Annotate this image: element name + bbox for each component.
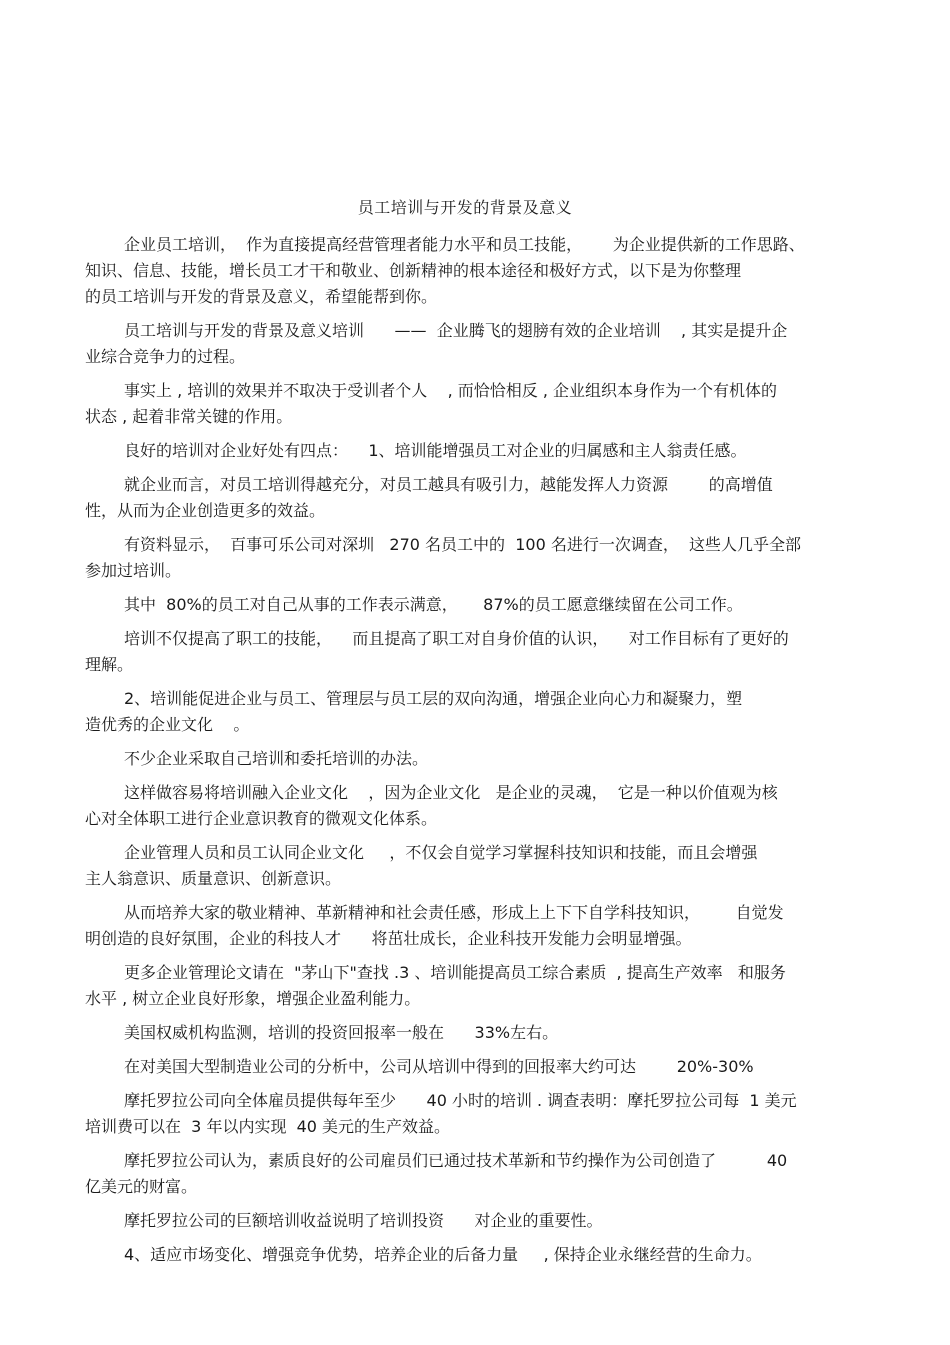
paragraph-line: 业综合竞争力的过程。 — [85, 347, 246, 366]
paragraph-line: 理解。 — [85, 655, 134, 674]
paragraph — [85, 960, 860, 1012]
paragraph-line: 水平 , 树立企业良好形象，增强企业盈利能力。 — [85, 989, 421, 1008]
paragraph-line: 美国权威机构监测，培训的投资回报率一般在 33%左右。 — [124, 1023, 559, 1042]
paragraph — [85, 1020, 860, 1046]
paragraph — [85, 318, 860, 370]
paragraph-line: 良好的培训对企业好处有四点： 1、培训能增强员工对企业的归属感和主人翁责任感。 — [124, 441, 747, 460]
paragraph-line: 培训不仅提高了职工的技能， 而且提高了职工对自身价值的认识， 对工作目标有了更好的 — [124, 629, 789, 648]
document-body — [85, 232, 860, 1268]
paragraph-line: 有资料显示， 百事可乐公司对深圳 270 名员工中的 100 名进行一次调查， 这些人几乎全部 — [124, 535, 802, 554]
paragraph-line: 亿美元的财富。 — [85, 1177, 198, 1196]
paragraph-line: 明创造的良好氛围，企业的科技人才 将茁壮成长，企业科技开发能力会明显增强。 — [85, 929, 692, 948]
paragraph-line: 主人翁意识、质量意识、创新意识。 — [85, 869, 342, 888]
paragraph-line: 企业管理人员和员工认同企业文化 ，不仅会自觉学习掌握科技知识和技能，而且会增强 — [124, 843, 758, 862]
paragraph — [85, 746, 860, 772]
paragraph-line: 参加过培训。 — [85, 561, 182, 580]
paragraph — [85, 232, 860, 310]
paragraph-line: 的员工培训与开发的背景及意义，希望能帮到你。 — [85, 287, 438, 306]
paragraph — [85, 592, 860, 618]
paragraph-line: 摩托罗拉公司认为，素质良好的公司雇员们已通过技术革新和节约操作为公司创造了 40 — [124, 1151, 788, 1170]
paragraph-line: 性，从而为企业创造更多的效益。 — [85, 501, 326, 520]
paragraph-line: 培训费可以在 3 年以内实现 40 美元的生产效益。 — [85, 1117, 451, 1136]
paragraph — [85, 626, 860, 678]
paragraph — [85, 1148, 860, 1200]
paragraph-line: 摩托罗拉公司的巨额培训收益说明了培训投资 对企业的重要性。 — [124, 1211, 603, 1230]
paragraph — [85, 532, 860, 584]
paragraph — [85, 378, 860, 430]
paragraph-line: 就企业而言，对员工培训得越充分，对员工越具有吸引力，越能发挥人力资源 的高增值 — [124, 475, 773, 494]
paragraph-line: 造优秀的企业文化 。 — [85, 715, 250, 734]
paragraph — [85, 840, 860, 892]
paragraph — [85, 686, 860, 738]
paragraph — [85, 780, 860, 832]
paragraph — [85, 1208, 860, 1234]
paragraph-line: 4、适应市场变化、增强竞争优势，培养企业的后备力量 , 保持企业永继经营的生命力。 — [124, 1245, 762, 1264]
paragraph-line: 企业员工培训， 作为直接提高经营管理者能力水平和员工技能， 为企业提供新的工作思路、 — [124, 235, 805, 254]
paragraph-line: 在对美国大型制造业公司的分析中，公司从培训中得到的回报率大约可达 20%-30% — [124, 1057, 754, 1076]
paragraph-line: 摩托罗拉公司向全体雇员提供每年至少 40 小时的培训 . 调查表明：摩托罗拉公司每 1 美元 — [124, 1091, 797, 1110]
paragraph-line: 知识、信息、技能，增长员工才干和敬业、创新精神的根本途径和极好方式，以下是为你整理 — [85, 261, 742, 280]
paragraph-line: 从而培养大家的敬业精神、革新精神和社会责任感，形成上上下下自学科技知识， 自觉发 — [124, 903, 784, 922]
paragraph — [85, 1054, 860, 1080]
paragraph-line: 其中 80%的员工对自己从事的工作表示满意， 87%的员工愿意继续留在公司工作。 — [124, 595, 743, 614]
paragraph — [85, 438, 860, 464]
document-title: 员工培训与开发的背景及意义 — [357, 198, 573, 217]
paragraph-line: 心对全体职工进行企业意识教育的微观文化体系。 — [85, 809, 438, 828]
paragraph-line: 不少企业采取自己培训和委托培训的办法。 — [124, 749, 429, 768]
paragraph — [85, 1088, 860, 1140]
paragraph — [85, 900, 860, 952]
paragraph-line: 2、培训能促进企业与员工、管理层与员工层的双向沟通，增强企业向心力和凝聚力，塑 — [124, 689, 743, 708]
paragraph — [85, 472, 860, 524]
paragraph-line: 这样做容易将培训融入企业文化 ，因为企业文化 是企业的灵魂， 它是一种以价值观为核 — [124, 783, 778, 802]
paragraph-line: 更多企业管理论文请在 "茅山下"查找 .3 、培训能提高员工综合素质 , 提高生产效率 和服务 — [124, 963, 786, 982]
paragraph-line: 员工培训与开发的背景及意义培训 —— 企业腾飞的翅膀有效的企业培训 , 其实是提升企 — [124, 321, 788, 340]
paragraph — [85, 1242, 860, 1268]
paragraph-line: 事实上 , 培训的效果并不取决于受训者个人 , 而恰恰相反 , 企业组织本身作为一个有机体的 — [124, 381, 778, 400]
paragraph-line: 状态 , 起着非常关键的作用。 — [85, 407, 293, 426]
